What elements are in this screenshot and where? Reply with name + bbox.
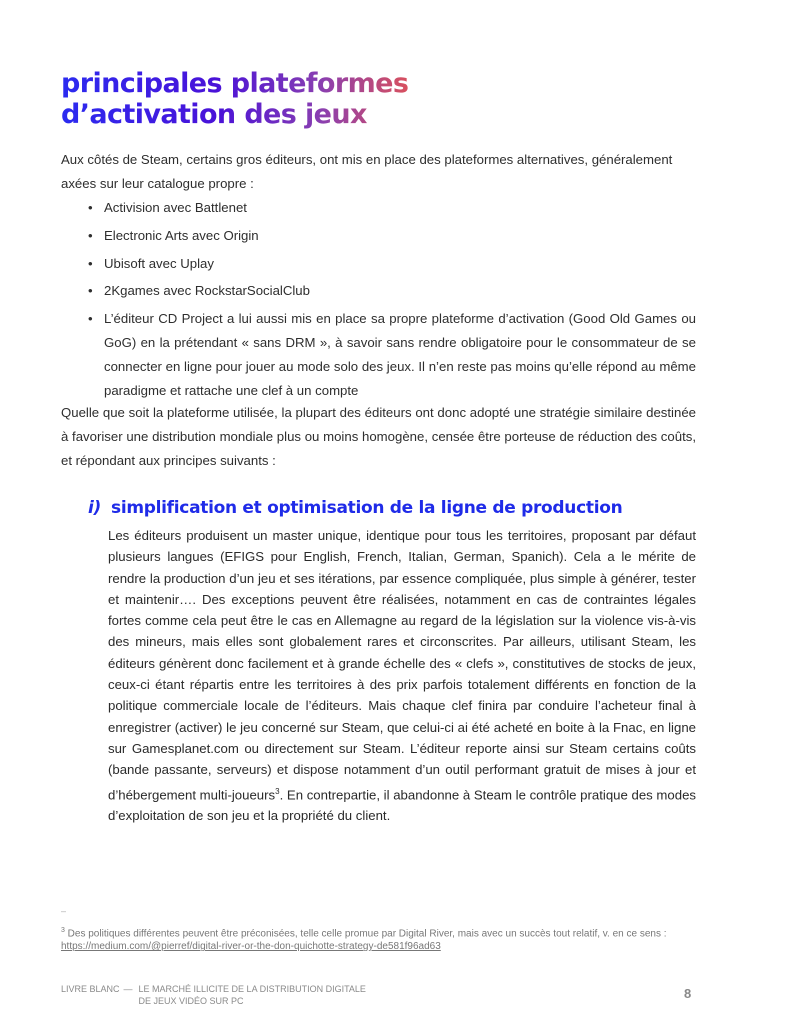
footnote	[61, 924, 711, 953]
footnote-text: Des politiques différentes peuvent être préconisées, telle celle promue par Digital River, mais avec un succès tout relatif, v. en ce sens :	[64, 928, 667, 940]
page-number: 8	[684, 986, 692, 1001]
section-heading-text: simplification et optimisation de la ligne de production	[111, 498, 623, 518]
title-line-1: principales plateformes	[61, 68, 409, 99]
section-body	[108, 525, 696, 827]
footer-title-line-1: LE MARCHÉ ILLICITE DE LA DISTRIBUTION DIGITALE	[138, 984, 366, 994]
footer-title-line-2: DE JEUX VIDÉO SUR PC	[138, 996, 244, 1006]
footnote-separator: –	[61, 906, 67, 916]
strategy-paragraph: Quelle que soit la plateforme utilisée, la plupart des éditeurs ont donc adopté une stratégie similaire destinée à favoriser une distribution mondiale plus ou moins homogène, censée être porteuse de réduction des coûts, et répondant aux principes suivants :	[61, 405, 696, 468]
footer-label: LIVRE BLANC	[61, 984, 120, 994]
footer-title	[139, 983, 366, 1007]
title-line-2: d’activation des jeux	[61, 99, 367, 130]
page-title	[61, 68, 408, 130]
list-item: • Electronic Arts avec Origin	[104, 224, 696, 248]
footnote-ref[interactable]: 3	[275, 786, 280, 796]
section-number: i)	[88, 498, 101, 518]
footnote-link[interactable]: https://medium.com/@pierref/digital-river-or-the-don-quichotte-strategy-de581f96ad63	[61, 941, 441, 953]
list-item: • L’éditeur CD Project a lui aussi mis en place sa propre plateforme d’activation (Good Old Games ou GoG) en la prétendant « sans DRM », à savoir sans rendre obligatoire pour le consommateur de se connecter en ligne pour jouer au mode solo des jeux. Il n’en reste pas moins qu’elle répond au même paradigme et rattache une clef à un compte	[104, 307, 696, 402]
intro-paragraph: Aux côtés de Steam, certains gros éditeurs, ont mis en place des plateformes alternatives, généralement axées sur leur catalogue propre :	[61, 152, 673, 191]
list-item: • Activision avec Battlenet	[104, 196, 696, 220]
footnote-number: 3	[61, 927, 65, 934]
footer-dash: —	[123, 984, 133, 994]
list-item: • 2Kgames avec RockstarSocialClub	[104, 279, 696, 303]
platform-list	[104, 196, 696, 406]
section-body-end: . En contrepartie, il abandonne à Steam le contrôle pratique des modes d’exploitation de son jeu et la propriété du client.	[108, 786, 696, 824]
list-item: • Ubisoft avec Uplay	[104, 252, 696, 276]
section-body-text: Les éditeurs produisent un master unique, identique pour tous les territoires, proposant par défaut plusieurs langues (EFIGS pour English, French, Italian, German, Spanich). Cela a le mérite de rendre la production d’un jeu et ses itérations, par essence compliquée, plus simple à générer, tester et maintenir…. Des exceptions peuvent être réalisées, notamment en cas de contraintes légales fortes comme cela peut être le cas en Allemagne au regard de la législation sur la violence vis-à-vis des mineurs, mais elles sont globalement rares et circonscrites. Par ailleurs, utilisant Steam, les éditeurs génèrent donc facilement et à grande échelle des « clefs », constitutives de stocks de jeux, ceux-ci étant répartis entre les territoires à des prix parfois totalement différents en fonction de la politique commerciale locale de l’éditeurs. Mais chaque clef finira par conduire l’acheteur final à enregistrer (activer) le jeu concerné sur Steam, que celui-ci ai été acheté en boite à la Fnac, en ligne sur Gamesplanet.com ou directement sur Steam. L’éditeur reporte ainsi sur Steam certains coûts (bande passante, serveurs) et dispose notamment d’un outil performant gratuit de mises à jour et d’hébergement multi-joueurs	[108, 528, 696, 802]
section-heading	[88, 498, 622, 518]
footer	[61, 983, 366, 1007]
